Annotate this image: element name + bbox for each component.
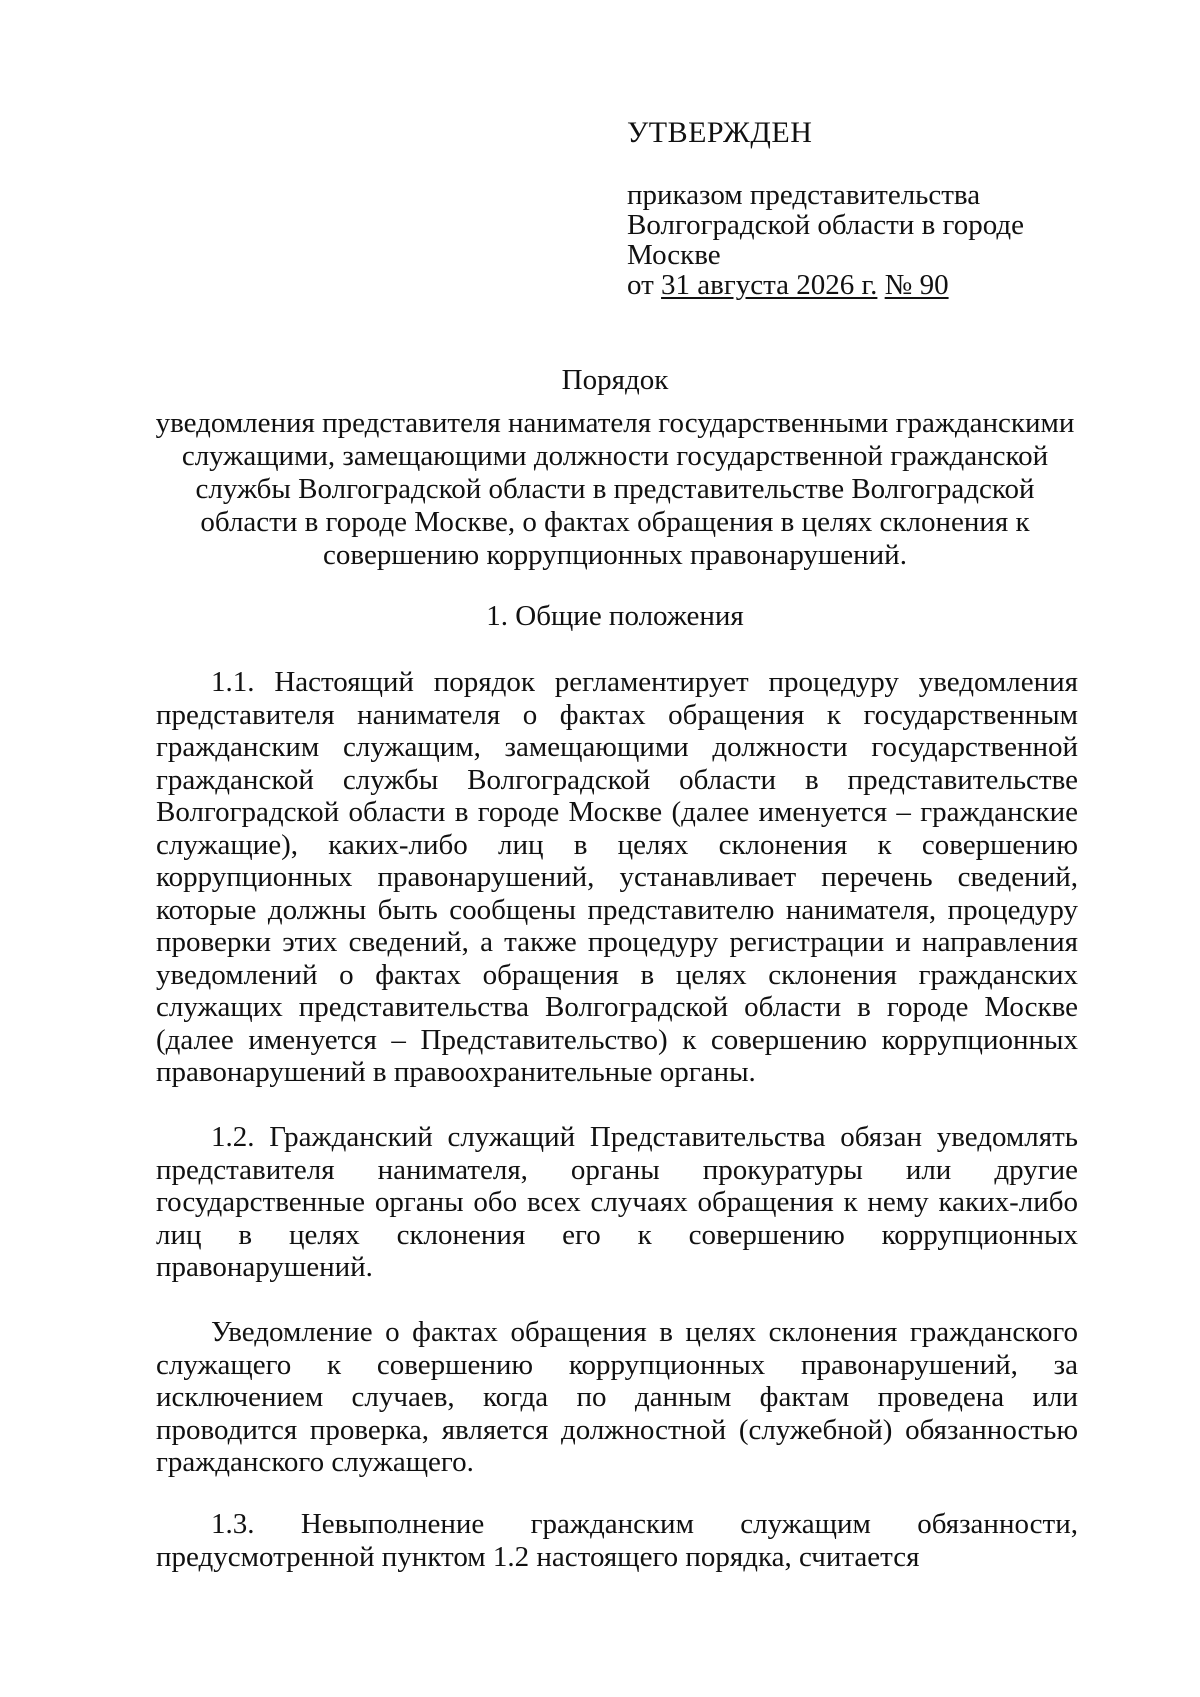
approval-date-prefix: от [627,269,662,301]
approval-number: № 90 [884,269,949,301]
approval-line-2: Волгоградской области в городе [627,209,1024,241]
approval-date-line [627,270,1067,300]
paragraph-1-3: 1.3. Невыполнение гражданским служащим обязанности, предусмотренной пунктом 1.2 настоящего порядка, считается [156,1508,1078,1573]
approval-line-3: Москве [627,239,721,271]
approval-date: 31 августа 2026 г. [661,269,878,301]
paragraph-1-2: 1.2. Гражданский служащий Представительства обязан уведомлять представителя нанимателя, органы прокуратуры или другие государственные органы обо всех случаях обращения к нему каких-либо лиц в целях склонения его к совершению коррупционных правонарушений. [156,1121,1078,1283]
approval-block [627,118,1067,300]
document-subtitle: уведомления представителя нанимателя государственными гражданскими служащими, замещающими должности государственной гражданской службы Волгоградской области в представительстве Волгоградской области в городе Москве, о фактах обращения в целях склонения к совершению коррупционных правонарушений. [155,407,1075,571]
section-heading: 1. Общие положения [486,600,744,632]
document-title-block [150,364,1080,572]
approval-line-1: приказом представительства [627,179,981,211]
approval-number-sep [877,269,884,301]
paragraph-1-1: 1.1. Настоящий порядок регламентирует процедуру уведомления представителя нанимателя о фактах обращения к государственным гражданским служащим, замещающими должности государственной гражданской службы Волгоградской области в представительстве Волгоградской области в городе Москве (далее именуется – гражданские служащие), каких-либо лиц в целях склонения к совершению коррупционных правонарушений, устанавливает перечень сведений, которые должны быть сообщены представителю нанимателя, процедуру проверки этих сведений, а также процедуру регистрации и направления уведомлений о фактах обращения в целях склонения гражданских служащих представительства Волгоградской области в городе Москве (далее именуется – Представительство) к совершению коррупционных правонарушений в правоохранительные органы. [156,666,1078,1088]
document-title: Порядок [561,364,669,396]
approval-stamp: УТВЕРЖДЕН [627,116,813,149]
paragraph-notification-duty: Уведомление о фактах обращения в целях склонения гражданского служащего к совершению коррупционных правонарушений, за исключением случаев, когда по данным фактам проведена или проводится проверка, является должностной (служебной) обязанностью гражданского служащего. [156,1316,1078,1478]
